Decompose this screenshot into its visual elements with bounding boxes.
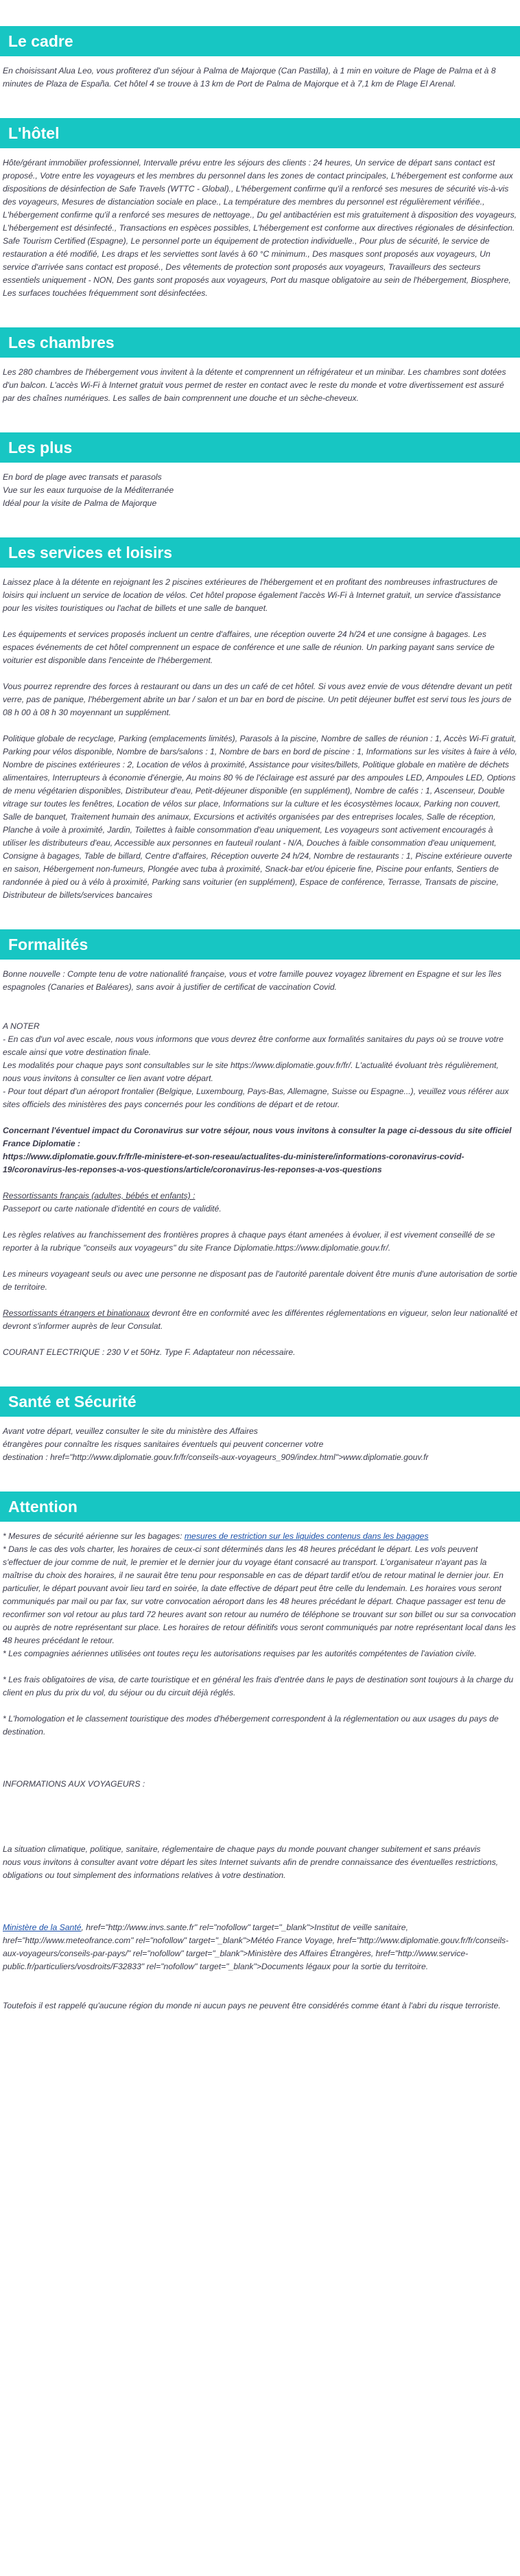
- formalites-foreign: [3, 1307, 517, 1333]
- attention-ministry: [3, 1921, 517, 1973]
- services-paragraph: Politique globale de recyclage, Parking (emplacements limités), Parasols à la piscine, Nombre de salles de réunion : 1, Accès Wi-Fi gratuit, Parking pour vélos disponible, Nombre de bars/salons : 1, Nombre de bars en bord de piscine : 1, Informations sur les visites à faire à vélo, Nombre de piscines extérieures : 2, Location de vélos à proximité, Assistance pour visites/billets, Politique globale en matière de déchets alimentaires, Interrupteurs à économie d'énergie, Au moins 80 % de l'éclairage est assuré par des ampoules LED, Ampoules LED, Options de menu végétarien disponibles, Distributeur d'eau, Petit-déjeuner disponible (en supplément), Nombre de cafés : 1, Ascenseur, Double vitrage sur toutes les fenêtres, Location de vélos sur place, Informations sur la culture et les écosystèmes locaux, Parking non couvert, Salle de banquet, Traitement humain des animaux, Excursions et activités organisées par des entreprises locales, Salle de réception, Planche à voile à proximité, Jardin, Toilettes à faible consommation d'eau uniquement, Les voyageurs sont activement encouragés à utiliser les distributeurs d'eau, Accessible aux personnes en fauteuil roulant - N/A, Douches à faible consommation d'eau uniquement, Consigne à bagages, Table de billard, Centre d'affaires, Réception ouverte 24 h/24, Nombre de restaurants : 1, Piscine extérieure ouverte en saison, Hébergement non-fumeurs, Plongée avec tuba à proximité, Snack-bar et/ou épicerie fine, Piscine pour enfants, Sentiers de randonnée à pied ou à vélo à proximité, Parking sans voiturier (en supplément), Espace de conférence, Terrasse, Transats de piscine, Distributeur de billets/services bancaires: [3, 734, 517, 900]
- services-content: [0, 576, 520, 902]
- attention-bagages-prefix: * Mesures de sécurité aérienne sur les bagages:: [3, 1531, 185, 1541]
- cadre-content: [0, 65, 520, 91]
- services-paragraph: Les équipements et services proposés incluent un centre d'affaires, une réception ouverte 24 h/24 et une consigne à bagages. Les espaces événements de cet hôtel comprennent un espace de conférence et une salle de réunion. Un parking payant sans service de voiturier est disponible dans l'enceinte de l'hébergement.: [3, 629, 495, 665]
- section-attention: [0, 1492, 520, 2012]
- formalites-fr-title: Ressortissants français (adultes, bébés et enfants) :: [3, 1191, 196, 1200]
- section-services: [0, 537, 520, 902]
- formalites-note-title: A NOTER: [3, 1021, 40, 1031]
- section-plus: [0, 432, 520, 510]
- hotel-text: Hôte/gérant immobilier professionnel, Intervalle prévu entre les séjours des clients : 24 heures, Un service de départ sans contact est proposé., Votre entre les voyageurs et les membres du personnel dans les zones de contact principales, L'hébergement est conforme aux dispositions de désinfection de Safe Travels (WTTC - Global)., L'hébergement confirme qu'il a renforcé ses mesures de sécurité vis-à-vis des voyageurs, Mesures de distanciation sociale en place., La température des membres du personnel est régulièrement vérifiée., L'hébergement confirme qu'il a renforcé ses mesures de nettoyage., Du gel antibactérien est mis gratuitement à disposition des voyageurs, L'hébergement est désinfecté., Transactions en espèces possibles, L'hébergement est conforme aux directives régionales de désinfection. Safe Tourism Certified (Espagne), Le personnel porte un équipement de protection individuelle., Pour plus de sécurité, le service de restauration a été modifié, Les draps et les serviettes sont lavés à 60 °C minimum., Des masques sont proposés aux voyageurs, Un service d'arrivée sans contact est proposé., Des vêtements de protection sont proposés aux voyageurs, Travailleurs des secteurs essentiels uniquement - NON, Des gants sont proposés aux voyageurs, Port du masque obligatoire au sein de l'hébergement, Biosphere, Les surfaces touchées fréquemment sont désinfectées.: [3, 158, 517, 298]
- formalites-fr-text: Passeport ou carte nationale d'identité en cours de validité.: [3, 1204, 222, 1214]
- plus-content: [0, 471, 520, 510]
- sante-text: Avant votre départ, veuillez consulter le site du ministère des Affaires: [3, 1426, 258, 1436]
- attention-info-title: INFORMATIONS AUX VOYAGEURS :: [3, 1779, 145, 1789]
- section-title-hotel: L'hôtel: [0, 118, 520, 148]
- section-title-sante: Santé et Sécurité: [0, 1386, 520, 1417]
- plus-item: Idéal pour la visite de Palma de Majorque: [3, 498, 157, 508]
- services-paragraph: Vous pourrez reprendre des forces à restaurant ou dans un des un café de cet hôtel. Si vous avez envie de vous détendre devant un petit verre, pas de panique, l'hébergement abrite un bar / salon et un bar en bord de piscine. Un petit déjeuner buffet est servi tous les jours de 08 h 00 à 08 h 30 moyennant un supplément.: [3, 682, 512, 717]
- chambres-text: Les 280 chambres de l'hébergement vous invitent à la détente et comprennent un réfrigérateur et un minibar. Les chambres sont dotées d'un balcon. L'accès Wi-Fi à Internet gratuit vous permet de rester en contact avec le reste du monde et votre divertissement est assuré par des chaînes numériques. Les salles de bain comprennent une douche et un sèche-cheveux.: [3, 367, 506, 403]
- attention-compagnies: * Les compagnies aériennes utilisées ont toutes reçu les autorisations requises par les autorités compétentes de l'aviation civile.: [3, 1649, 477, 1658]
- attention-info-text: La situation climatique, politique, sanitaire, réglementaire de chaque pays du monde pouvant changer subitement et sans préavis: [3, 1844, 481, 1854]
- section-sante: [0, 1386, 520, 1464]
- section-cadre: [0, 26, 520, 91]
- attention-charter: * Dans le cas des vols charter, les horaires de ceux-ci sont déterminés dans les 48 heures précédant le départ. Les vols peuvent s'effectuer de jour comme de nuit, le premier et le dernier jour du voyage étant consacré au transport. L'organisateur n'ayant pas la maîtrise du choix des horaires, il ne saurait être tenu pour responsable en cas de départ tardif et/ou de retour matinal le dernier jour. En particulier, le départ pouvant avoir lieu tard en soirée, la date effective de départ peut être celle du lendemain. Les horaires vous seront communiqués par mail ou par fax, sur votre convocation aéroport dans les 48 heures précédant le départ. Chaque passager est tenu de reconfirmer son vol retour au plus tard 72 heures avant son retour au numéro de téléphone se trouvant sur son billet ou sur sa convocation ou auprès de notre représentant sur place. Les horaires de retour définitifs vous seront communiqués par notre représentant local dans les 48 heures précédant le retour.: [3, 1544, 516, 1645]
- formalites-note: Les modalités pour chaque pays sont consultables sur le site https://www.diplomatie.gouv.fr/fr/. L'actualité évoluant très régulièrement, nous vous invitons à consulter ce lien avant votre départ.: [3, 1060, 499, 1083]
- plus-item: Vue sur les eaux turquoise de la Méditerranée: [3, 485, 174, 495]
- chambres-content: [0, 366, 520, 405]
- services-paragraph: Laissez place à la détente en rejoignant les 2 piscines extérieures de l'hébergement et en profitant des nombreuses infrastructures de loisirs qui incluent un service de location de vélos. Cet hôtel propose également l'accès Wi-Fi à Internet gratuit, un service d'assistance pour les visites touristiques ou l'achat de billets et une salle de banquet.: [3, 577, 501, 613]
- attention-ministry-text: , href="http://www.invs.sante.fr" rel="nofollow" target="_blank">Institut de veille sanitaire, href="http://www.meteofrance.com" rel="nofollow" target="_blank">Météo France Voyage, href="http://www.diplomatie.gouv.fr/fr/conseils-aux-voyageurs/conseils-par-pays/" rel="nofollow" target="_blank">Ministère des Affaires Étrangères, href="http://www.service-public.fr/particuliers/vosdroits/F32833" rel="nofollow" target="_blank">Documents légaux pour la sortie du territoire.: [3, 1923, 509, 1971]
- formalites-intro: Bonne nouvelle : Compte tenu de votre nationalité française, vous et votre famille pouvez voyagez librement en Espagne et sur les îles espagnoles (Canaries et Baléares), sans avoir à justifier de certificat de vaccination Covid.: [3, 969, 501, 992]
- section-formalites: [0, 929, 520, 1359]
- sante-text: étrangères pour connaître les risques sanitaires éventuels qui peuvent concerner votre: [3, 1439, 324, 1449]
- attention-bagages: [3, 1530, 517, 1543]
- formalites-rules: Les règles relatives au franchissement des frontières propres à chaque pays étant amenées à évoluer, il est vivement conseillé de se reporter à la rubrique "conseils aux voyageurs" du site France Diplomatie.https://www.diplomatie.gouv.fr/.: [3, 1230, 495, 1253]
- section-title-chambres: Les chambres: [0, 327, 520, 358]
- formalites-foreign-title: Ressortissants étrangers et binationaux: [3, 1308, 150, 1318]
- attention-homologation: * L'homologation et le classement touristique des modes d'hébergement correspondent à la réglementation ou aux usages du pays de destination.: [3, 1714, 499, 1737]
- formalites-note: - En cas d'un vol avec escale, nous vous informons que vous devrez être conforme aux formalités sanitaires du pays où se trouve votre escale ainsi que votre destination finale.: [3, 1034, 504, 1057]
- section-title-cadre: Le cadre: [0, 26, 520, 56]
- hotel-content: [0, 156, 520, 300]
- attention-frais: * Les frais obligatoires de visa, de carte touristique et en général les frais d'entrée dans le pays de destination sont toujours à la charge du client en plus du prix du vol, du séjour ou du circuit déjà réglés.: [3, 1675, 514, 1697]
- formalites-covid-link[interactable]: https://www.diplomatie.gouv.fr/fr/le-ministere-et-son-reseau/actualites-du-ministere/informations-coronavirus-covid-19/coronavirus-les-reponses-a-vos-questions/article/coronavirus-les-reponses-a-vos-questions: [3, 1152, 464, 1174]
- bagages-restriction-link[interactable]: mesures de restriction sur les liquides contenus dans les bagages: [184, 1531, 429, 1541]
- ministere-sante-link[interactable]: Ministère de la Santé: [3, 1923, 82, 1932]
- attention-content: [0, 1530, 520, 2012]
- attention-info-text: nous vous invitons à consulter avant votre départ les sites Internet suivants afin de prendre connaissance des éventuelles restrictions, obligations ou tout simplement des informations relatives à votre destination.: [3, 1857, 499, 1880]
- section-chambres: [0, 327, 520, 405]
- section-title-attention: Attention: [0, 1492, 520, 1522]
- formalites-note: - Pour tout départ d'un aéroport frontalier (Belgique, Luxembourg, Pays-Bas, Allemagne, Suisse ou Espagne...), veuillez vous référer aux sites officiels des ministères des pays concernés pour les conditions de départ et de retour.: [3, 1087, 509, 1109]
- formalites-content: [0, 968, 520, 1359]
- cadre-text: En choisissant Alua Leo, vous profiterez d'un séjour à Palma de Majorque (Can Pastilla), à 1 min en voiture de Plage de Palma et à 8 minutes de Plaza de España. Cet hôtel 4 se trouve à 13 km de Port de Palma de Majorque et à 7,1 km de Plage El Arenal.: [3, 66, 496, 89]
- sante-text: destination : href="http://www.diplomatie.gouv.fr/fr/conseils-aux-voyageurs_909/index.html">www.diplomatie.gouv.fr: [3, 1452, 429, 1462]
- section-title-services: Les services et loisirs: [0, 537, 520, 568]
- sante-content: [0, 1425, 520, 1464]
- attention-final: Toutefois il est rappelé qu'aucune région du monde ni aucun pays ne peuvent être considérés comme étant à l'abri du risque terroriste.: [3, 2001, 501, 2010]
- formalites-foreign-text: devront être en conformité avec les différentes réglementations en vigueur, selon leur nationalité et devront s'informer auprès de leur Consulat.: [3, 1308, 517, 1331]
- formalites-rules: Les mineurs voyageant seuls ou avec une personne ne disposant pas de l'autorité parentale doivent être munis d'une autorisation de sortie de territoire.: [3, 1269, 517, 1292]
- section-title-formalites: Formalités: [0, 929, 520, 960]
- section-title-plus: Les plus: [0, 432, 520, 463]
- formalites-courant: COURANT ELECTRIQUE : 230 V et 50Hz. Type F. Adaptateur non nécessaire.: [3, 1347, 296, 1357]
- section-hotel: [0, 118, 520, 300]
- plus-item: En bord de plage avec transats et parasols: [3, 472, 162, 482]
- formalites-covid-title: Concernant l'éventuel impact du Coronavirus sur votre séjour, nous vous invitons à consulter la page ci-dessous du site officiel France Diplomatie :: [3, 1126, 512, 1148]
